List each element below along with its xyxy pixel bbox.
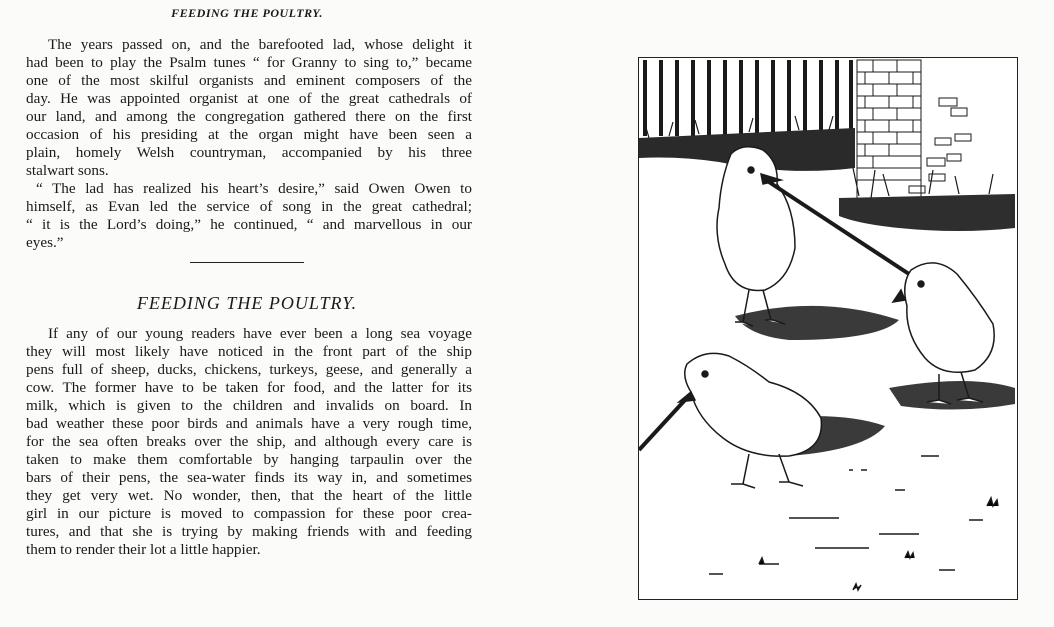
text-line: they get very wet. No wonder, then, that the heart of the little <box>26 487 472 504</box>
text-line: “ it is the Lord’s doing,” he continued, “ and marvellous in our <box>26 216 472 233</box>
text-line: girl in our picture is moved to compassion for these poor crea- <box>26 505 472 522</box>
section-divider <box>190 262 304 263</box>
text-line: they will most likely have noticed in the front part of the ship <box>26 343 472 360</box>
text-line: them to render their lot a little happier. <box>26 541 261 558</box>
text-line: himself, as Evan led the service of song in the great cathedral; <box>26 198 472 215</box>
story-paragraph-3 <box>26 325 472 559</box>
left-page <box>0 0 520 627</box>
running-head: FEEDING THE POULTRY. <box>171 6 323 20</box>
text-line: The years passed on, and the barefooted lad, whose delight it <box>48 36 472 53</box>
illustration-drawing <box>639 58 1016 598</box>
text-line: If any of our young readers have ever been a long sea voyage <box>48 325 472 342</box>
chick-pecking <box>679 353 821 488</box>
text-line: cow. The former have to be taken for food, and the latter for its <box>26 379 472 396</box>
text-line: milk, which is given to the children and invalids on board. In <box>26 397 472 414</box>
poultry-illustration <box>638 57 1018 600</box>
story-paragraph-2 <box>26 180 472 252</box>
feeding-stick <box>639 400 685 450</box>
grass-right <box>839 194 1015 231</box>
text-line: taken to make them comfortable by hanging tarpaulin over the <box>26 451 472 468</box>
text-line: tures, and that she is trying by making friends with and feeding <box>26 523 472 540</box>
text-line: plain, homely Welsh countryman, accompanied by his three <box>26 144 472 161</box>
shadow <box>735 306 899 340</box>
shadow <box>889 381 1015 410</box>
text-line: occasion of his presiding at the organ might have been seen a <box>26 126 472 143</box>
text-line: day. He was appointed organist at one of the great cathedrals of <box>26 90 472 107</box>
text-line: eyes.” <box>26 234 64 251</box>
text-line: for the sea often breaks over the ship, and although every care is <box>26 433 472 450</box>
section-title: FEEDING THE POULTRY. <box>136 293 358 313</box>
text-line: stalwart sons. <box>26 162 109 179</box>
text-line: one of the most skilful organists and eminent composers of the <box>26 72 472 89</box>
right-page <box>520 0 1054 627</box>
fence <box>645 60 851 136</box>
text-line: our land, and among the congregation gathered there on the first <box>26 108 472 125</box>
text-line: had been to play the Psalm tunes “ for Granny to sing to,” became <box>26 54 472 71</box>
text-line: bars of their pens, the sea-water finds its way in, and sometimes <box>26 469 472 486</box>
text-line: pens full of sheep, ducks, chickens, turkeys, geese, and generally a <box>26 361 472 378</box>
chick-standing <box>717 147 795 326</box>
text-line: “ The lad has realized his heart’s desire,” said Owen Owen to <box>36 180 472 197</box>
ground-marks <box>709 456 998 590</box>
text-line: bad weather these poor birds and animals have a very rough time, <box>26 415 472 432</box>
story-paragraph-1 <box>26 36 472 180</box>
